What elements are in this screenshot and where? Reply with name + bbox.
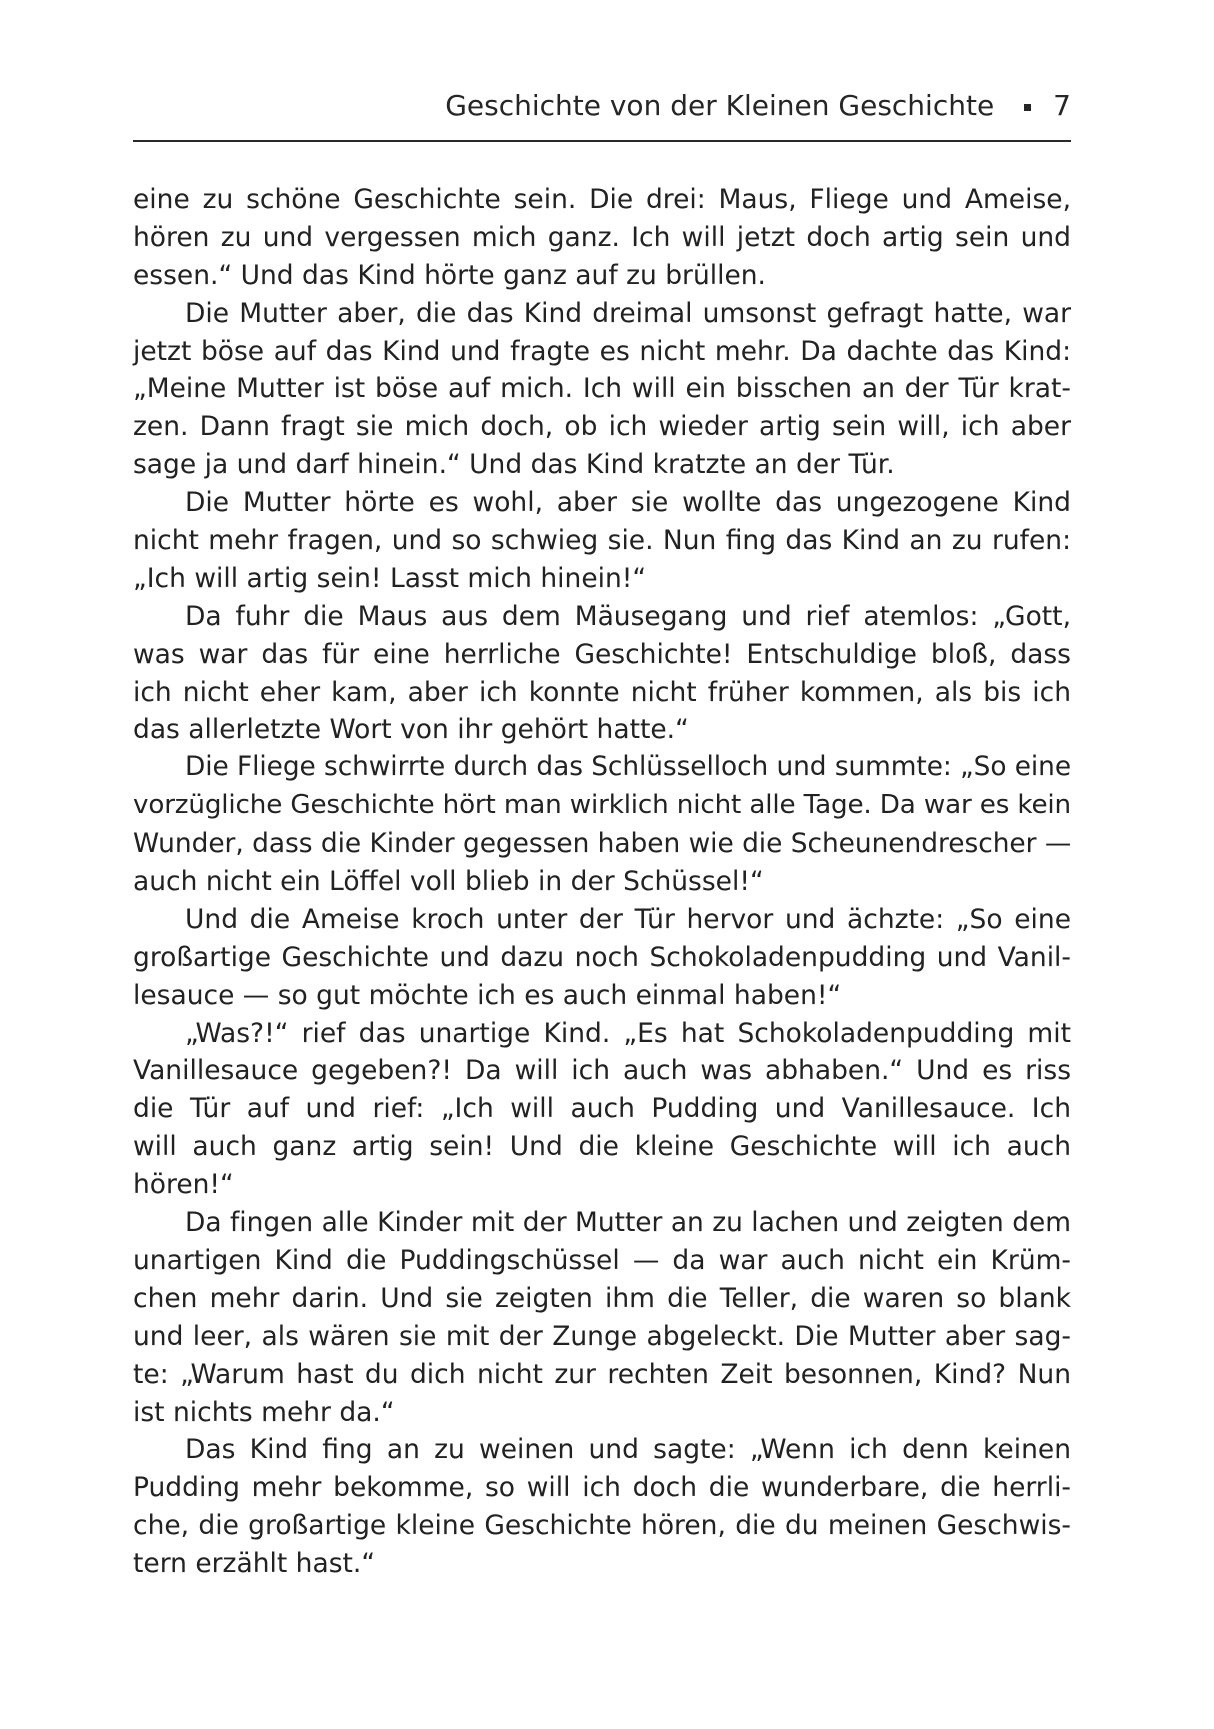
paragraph <box>133 901 1071 1015</box>
paragraph <box>133 1015 1071 1204</box>
text-line: das allerletzte Wort von ihr gehört hatte.“ <box>133 714 689 746</box>
paragraph <box>133 1431 1071 1583</box>
paragraph <box>133 598 1071 750</box>
text-line: unartigen Kind die Puddingschüssel — da war auch nicht ein Krüm- <box>133 1244 1071 1276</box>
text-line: Die Fliege schwirrte durch das Schlüsselloch und summte: „So eine <box>185 752 1071 783</box>
text-line: jetzt böse auf das Kind und fragte es nicht mehr. Da dachte das Kind: <box>133 335 1071 367</box>
text-line: eine zu schöne Geschichte sein. Die drei: Maus, Fliege und Ameise, <box>133 184 1071 215</box>
text-line: chen mehr darin. Und sie zeigten ihm die Teller, die waren so blank <box>133 1282 1071 1314</box>
text-line: lesauce — so gut möchte ich es auch einmal haben!“ <box>133 979 842 1011</box>
paragraph <box>133 484 1071 598</box>
paragraph <box>133 749 1071 901</box>
text-line: hören!“ <box>133 1169 234 1201</box>
text-line: ist nichts mehr da.“ <box>133 1396 395 1428</box>
text-line: und leer, als wären sie mit der Zunge abgeleckt. Die Mutter aber sag- <box>133 1320 1071 1352</box>
text-line: vorzügliche Geschichte hört man wirklich nicht alle Tage. Da war es kein <box>133 790 1071 821</box>
body-text <box>133 181 1071 1583</box>
running-header-title: Geschichte von der Kleinen Geschichte <box>445 89 995 122</box>
text-line: Vanillesauce gegeben?! Da will ich auch was abhaben.“ Und es riss <box>133 1055 1071 1087</box>
text-line: großartige Geschichte und dazu noch Schokoladenpudding und Vanil- <box>133 941 1071 973</box>
text-line: was war das für eine herrliche Geschichte! Entschuldige bloß, dass <box>133 638 1071 670</box>
paragraph <box>133 181 1071 295</box>
text-line: will auch ganz artig sein! Und die kleine Geschichte will ich auch <box>133 1131 1071 1163</box>
text-line: sage ja und darf hinein.“ Und das Kind kratzte an der Tür. <box>133 449 895 481</box>
text-line: die Tür auf und rief: „Ich will auch Pudding und Vanillesauce. Ich <box>133 1093 1071 1125</box>
text-line: essen.“ Und das Kind hörte ganz auf zu brüllen. <box>133 259 766 291</box>
header-separator-dot <box>1024 104 1031 111</box>
text-line: Da fingen alle Kinder mit der Mutter an zu lachen und zeigten dem <box>185 1207 1071 1239</box>
paragraph <box>133 1204 1071 1431</box>
text-line: che, die großartige kleine Geschichte hören, die du meinen Geschwis- <box>133 1510 1071 1542</box>
paragraph <box>133 295 1071 484</box>
text-line: „Was?!“ rief das unartige Kind. „Es hat Schokoladenpudding mit <box>185 1017 1071 1049</box>
text-line: nicht mehr fragen, und so schwieg sie. Nun fing das Kind an zu rufen: <box>133 525 1071 557</box>
text-line: Die Mutter hörte es wohl, aber sie wollte das ungezogene Kind <box>185 487 1071 519</box>
text-line: hören zu und vergessen mich ganz. Ich will jetzt doch artig sein und <box>133 221 1071 253</box>
page-number: 7 <box>1053 89 1071 122</box>
text-line: „Meine Mutter ist böse auf mich. Ich will ein bisschen an der Tür krat- <box>133 373 1071 405</box>
text-line: Pudding mehr bekomme, so will ich doch die wunderbare, die herrli- <box>133 1472 1071 1504</box>
running-header-content <box>445 84 1071 128</box>
text-line: Das Kind fing an zu weinen und sagte: „Wenn ich denn keinen <box>185 1434 1071 1466</box>
text-line: zen. Dann fragt sie mich doch, ob ich wieder artig sein will, ich aber <box>133 411 1071 443</box>
text-line: „Ich will artig sein! Lasst mich hinein!“ <box>133 562 647 594</box>
running-header <box>133 84 1071 142</box>
text-line: Und die Ameise kroch unter der Tür hervor und ächzte: „So eine <box>185 903 1071 935</box>
text-line: Wunder, dass die Kinder gegessen haben wie die Scheunendrescher — <box>133 828 1072 860</box>
text-line: Die Mutter aber, die das Kind dreimal umsonst gefragt hatte, war <box>185 297 1071 329</box>
text-line: ich nicht eher kam, aber ich konnte nicht früher kommen, als bis ich <box>133 676 1071 708</box>
text-line: Da fuhr die Maus aus dem Mäusegang und rief atemlos: „Gott, <box>185 600 1071 632</box>
text-line: tern erzählt hast.“ <box>133 1548 376 1580</box>
text-line: auch nicht ein Löffel voll blieb in der Schüssel!“ <box>133 866 764 898</box>
text-line: te: „Warum hast du dich nicht zur rechten Zeit besonnen, Kind? Nun <box>133 1358 1071 1390</box>
